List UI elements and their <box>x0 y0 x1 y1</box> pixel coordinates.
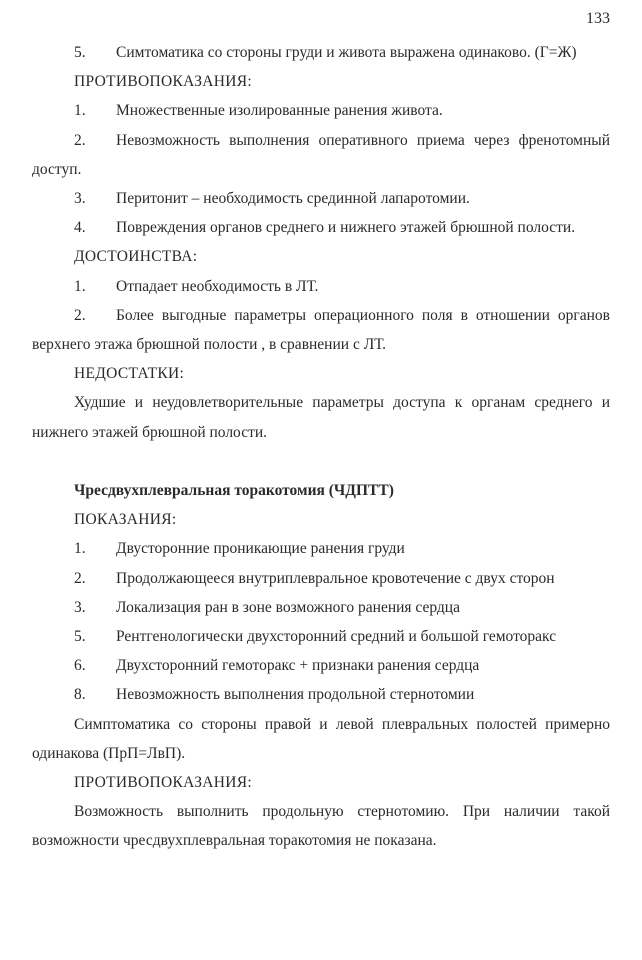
list-item-text: Перитонит – необходимость срединной лапаротомии. <box>116 190 470 208</box>
list-item-text: Рентгенологически двухсторонний средний и большой гемоторакс <box>116 628 557 646</box>
section-heading: НЕДОСТАТКИ: <box>74 365 185 383</box>
list-item-number: 1. <box>74 540 86 558</box>
list-item-text: Более выгодные параметры операционного поля в отношении органов верхнего этажа брюшной полости , в сравнении с ЛТ. <box>32 306 610 354</box>
list-item-number: 2. <box>74 569 86 587</box>
list-item-number: 8. <box>74 686 86 704</box>
list-item-text: Невозможность выполнения продольной стернотомии <box>116 686 475 704</box>
page-number: 133 <box>586 10 610 27</box>
list-item-text: Двухсторонний гемоторакс + признаки ранения сердца <box>116 657 480 675</box>
list-item <box>32 184 610 213</box>
list-item <box>32 272 610 301</box>
paragraph: Худшие и неудовлетворительные параметры доступа к органам среднего и нижнего этажей брюшной полости. <box>32 394 610 441</box>
list-item-number: 5. <box>74 44 86 61</box>
list-item <box>32 213 610 242</box>
list-item-number: 4. <box>74 219 86 237</box>
list-item <box>32 622 610 651</box>
section-heading: ПРОТИВОПОКАЗАНИЯ: <box>74 73 253 91</box>
list-item-number: 1. <box>74 102 86 120</box>
paragraph: Возможность выполнить продольную стернотомию. При наличии такой возможности чресдвухплевральная торакотомия не показана. <box>32 803 610 850</box>
list-item-text: Отпадает необходимость в ЛТ. <box>116 277 319 295</box>
list-item-number: 6. <box>74 657 86 675</box>
list-item <box>32 651 610 680</box>
list-item-number: 2. <box>74 131 86 149</box>
list-item-text: Невозможность выполнения оперативного приема через френотомный доступ. <box>32 131 610 178</box>
list-item <box>32 534 610 563</box>
list-item <box>32 593 610 622</box>
list-item-number: 3. <box>74 598 86 616</box>
page-body <box>32 38 610 856</box>
section-heading: ПРОТИВОПОКАЗАНИЯ: <box>74 774 253 792</box>
list-item-text: Множественные изолированные ранения живота. <box>116 102 443 120</box>
list-item <box>32 301 610 359</box>
list-item-text: Двусторонние проникающие ранения груди <box>116 540 405 558</box>
list-item-number: 5. <box>74 628 86 646</box>
list-item-text: Локализация ран в зоне возможного ранения сердца <box>116 598 460 616</box>
section-heading: ПОКАЗАНИЯ: <box>74 511 177 529</box>
list-item-text: Продолжающееся внутриплевральное кровотечение с двух сторон <box>116 569 555 587</box>
list-item <box>32 38 610 67</box>
list-item-number: 2. <box>74 306 86 324</box>
list-item <box>32 96 610 125</box>
list-item <box>32 680 610 709</box>
list-item-text: Симтоматика со стороны груди и живота выражена одинаково. (Г=Ж) <box>116 44 577 61</box>
list-item-number: 1. <box>74 277 86 295</box>
list-item <box>32 126 610 184</box>
list-item-number: 3. <box>74 190 86 208</box>
section-title: Чресдвухплевральная торакотомия (ЧДПТТ) <box>74 482 394 500</box>
list-item-text: Повреждения органов среднего и нижнего этажей брюшной полости. <box>116 219 576 237</box>
list-item <box>32 564 610 593</box>
section-heading: ДОСТОИНСТВА: <box>74 248 198 266</box>
paragraph: Симптоматика со стороны правой и левой плевральных полостей примерно одинакова (ПрП=ЛвП). <box>32 715 610 762</box>
